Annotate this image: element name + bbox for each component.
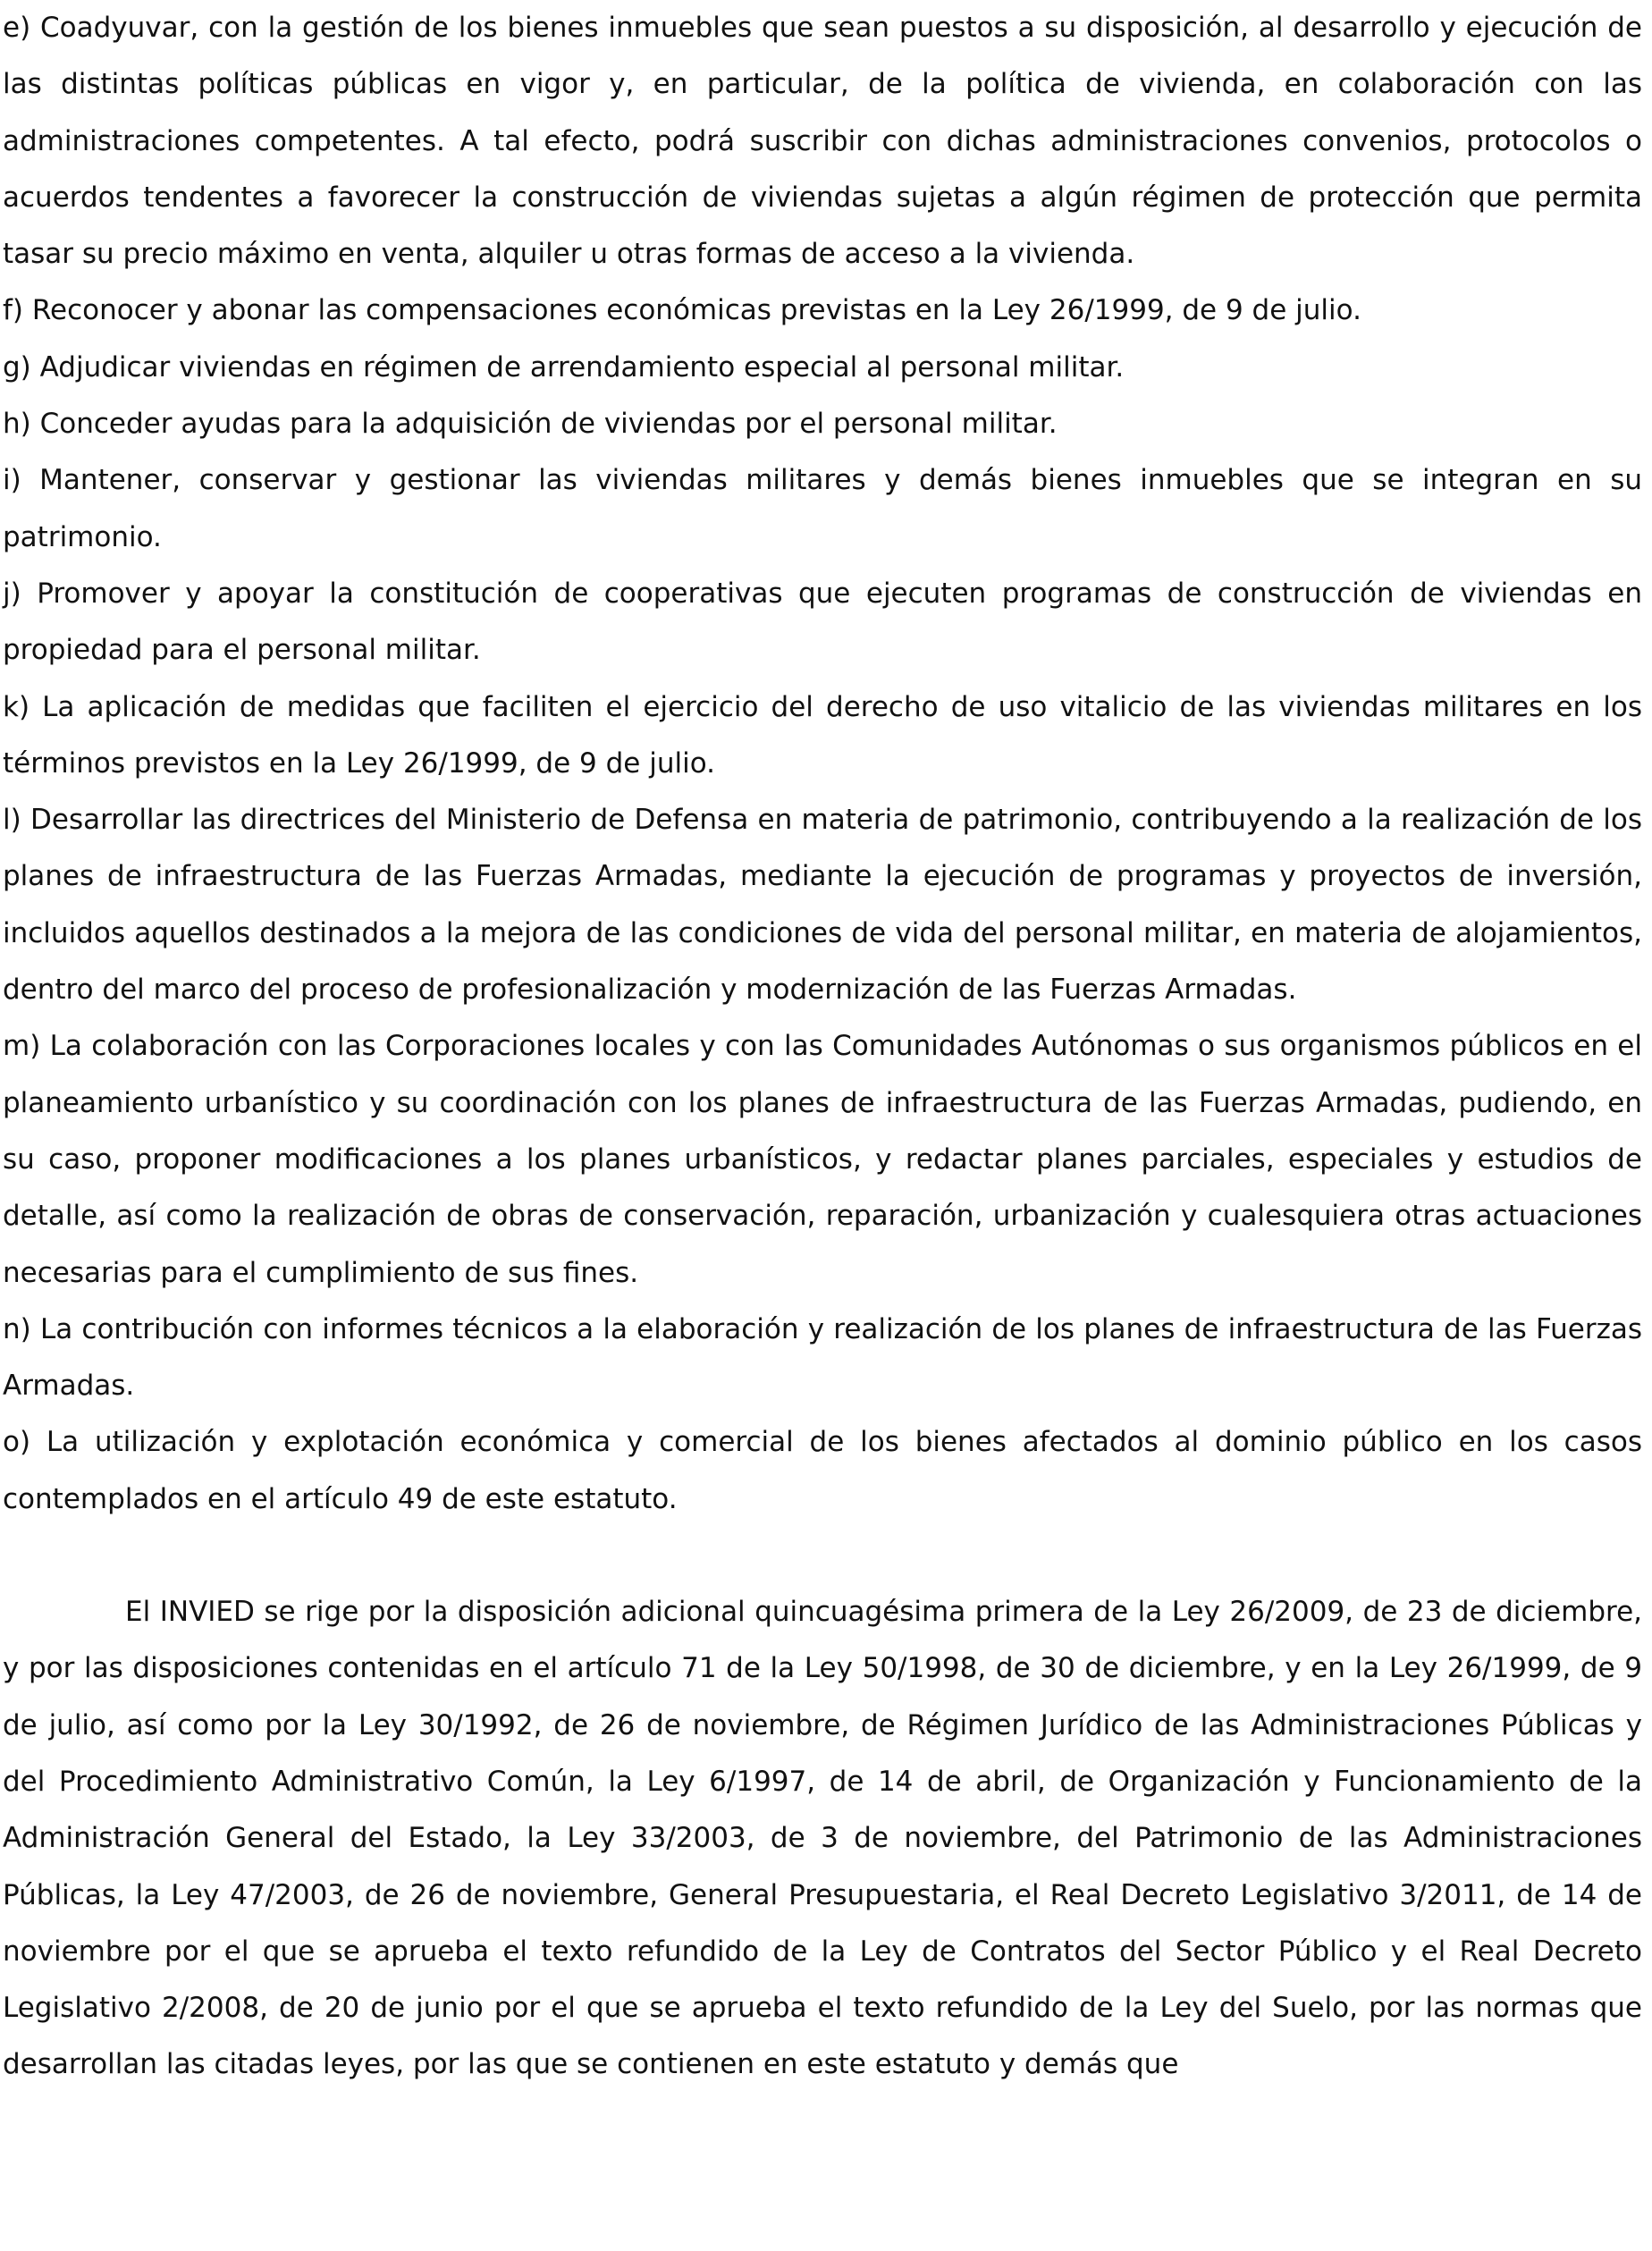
list-item-j: j) Promover y apoyar la constitución de cooperativas que ejecuten programas de construcción de viviendas en propiedad para el personal militar. [3,577,1642,667]
list-item-o: o) La utilización y explotación económica y comercial de los bienes afectados al dominio público en los casos contemplados en el artículo 49 de este estatuto. [3,1426,1642,1515]
paragraph-spacer [3,1528,1642,1584]
list-item-e: e) Coadyuvar, con la gestión de los bienes inmuebles que sean puestos a su disposición, al desarrollo y ejecución de las distintas políticas públicas en vigor y, en particular, de la política de vivienda, en colaboración con las administraciones competentes. A tal efecto, podrá suscribir con dichas administraciones convenios, protocolos o acuerdos tendentes a favorecer la construcción de viviendas sujetas a algún régimen de protección que permita tasar su precio máximo en venta, alquiler u otras formas de acceso a la vivienda. [3,12,1642,271]
list-item-i: i) Mantener, conservar y gestionar las viviendas militares y demás bienes inmuebles que se integran en su patrimonio. [3,464,1642,553]
document-page [3,0,1642,2094]
list-item-m: m) La colaboración con las Corporaciones locales y con las Comunidades Autónomas o sus organismos públicos en el planeamiento urbanístico y su coordinación con los planes de infraestructura de las Fuerzas Armadas, pudiendo, en su caso, proponer modificaciones a los planes urbanísticos, y redactar planes parciales, especiales y estudios de detalle, así como la realización de obras de conservación, reparación, urbanización y cualesquiera otras actuaciones necesarias para el cumplimiento de sus fines. [3,1030,1642,1289]
list-item-n: n) La contribución con informes técnicos a la elaboración y realización de los planes de infraestructura de las Fuerzas Armadas. [3,1312,1642,1403]
list-item-l: l) Desarrollar las directrices del Ministerio de Defensa en materia de patrimonio, contribuyendo a la realización de los planes de infraestructura de las Fuerzas Armadas, mediante la ejecución de programas y proyectos de inversión, incluidos aquellos destinados a la mejora de las condiciones de vida del personal militar, en materia de alojamientos, dentro del marco del proceso de profesionalización y modernización de las Fuerzas Armadas. [3,804,1642,1007]
body-paragraph: El INVIED se rige por la disposición adicional quincuagésima primera de la Ley 26/2009, de 23 de diciembre, y por las disposiciones contenidas en el artículo 71 de la Ley 50/1998, de 30 de diciembre, y en la Ley 26/1999, de 9 de julio, así como por la Ley 30/1992, de 26 de noviembre, de Régimen Jurídico de las Administraciones Públicas y del Procedimiento Administrativo Común, la Ley 6/1997, de 14 de abril, de Organización y Funcionamiento de la Administración General del Estado, la Ley 33/2003, de 3 de noviembre, del Patrimonio de las Administraciones Públicas, la Ley 47/2003, de 26 de noviembre, General Presupuestaria, el Real Decreto Legislativo 3/2011, de 14 de noviembre por el que se aprueba el texto refundido de la Ley de Contratos del Sector Público y el Real Decreto Legislativo 2/2008, de 20 de junio por el que se aprueba el texto refundido de la Ley del Suelo, por las normas que desarrollan las citadas leyes, por las que se contienen en este estatuto y demás que [3,1596,1642,2081]
list-item-f: f) Reconocer y abonar las compensaciones económicas previstas en la Ley 26/1999, de 9 de julio. [3,294,1361,327]
list-item-g: g) Adjudicar viviendas en régimen de arrendamiento especial al personal militar. [3,350,1125,384]
list-item-h: h) Conceder ayudas para la adquisición de viviendas por el personal militar. [3,408,1058,441]
list-item-k: k) La aplicación de medidas que faciliten el ejercicio del derecho de uso vitalicio de las viviendas militares en los términos previstos en la Ley 26/1999, de 9 de julio. [3,690,1642,780]
